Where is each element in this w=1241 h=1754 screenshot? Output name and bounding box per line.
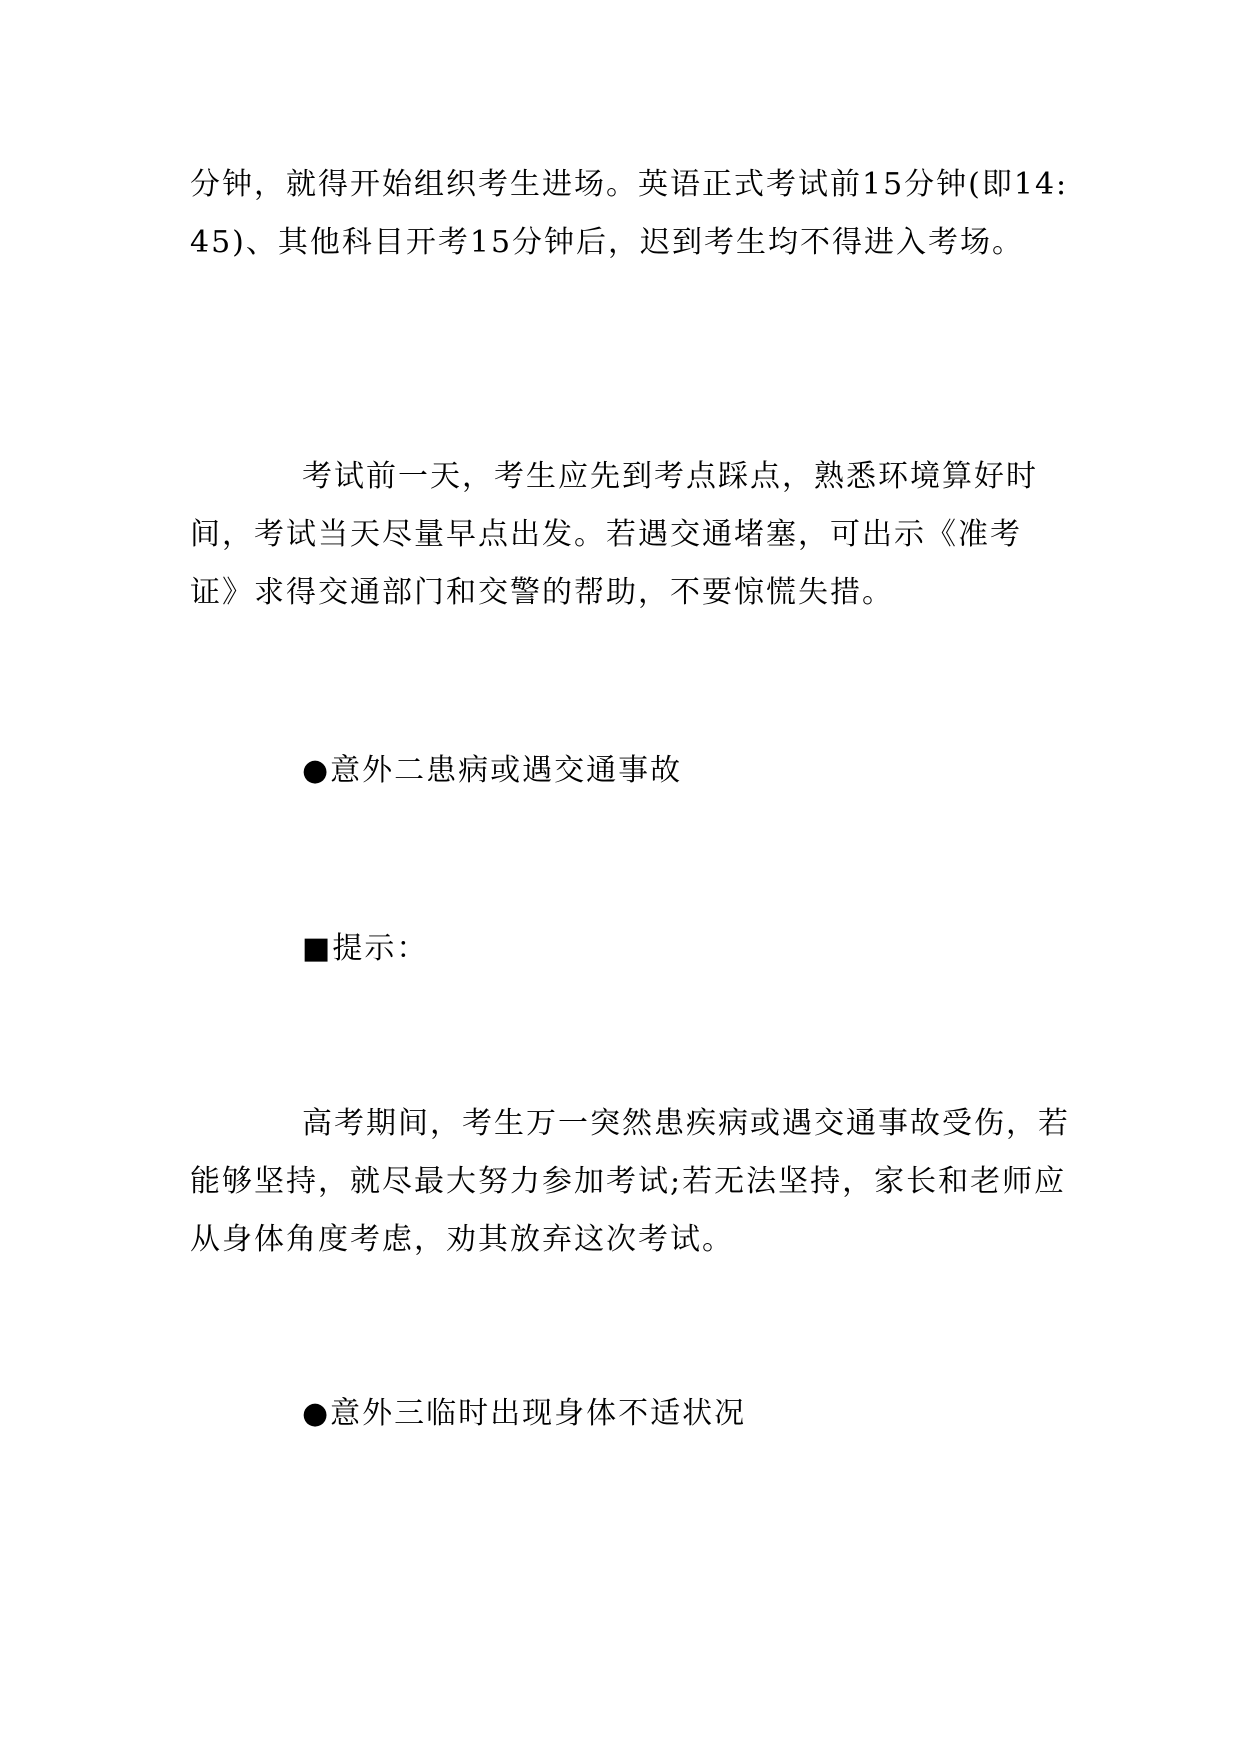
- section-heading-accident-3: ●意外三临时出现身体不适状况: [302, 1396, 747, 1431]
- paragraph-late-arrival-rules: 分钟，就得开始组织考生进场。英语正式考试前15分钟(即14:45)、其他科目开考15分钟后，迟到考生均不得进入考场。: [190, 167, 1069, 260]
- paragraph-illness-advice: 高考期间，考生万一突然患疾病或遇交通事故受伤，若能够坚持，就尽最大努力参加考试;若无法坚持，家长和老师应从身体角度考虑，劝其放弃这次考试。: [190, 1106, 1070, 1257]
- section-heading-accident-2: ●意外二患病或遇交通事故: [302, 753, 683, 788]
- paragraph-exam-day-advice: 考试前一天，考生应先到考点踩点，熟悉环境算好时间，考试当天尽量早点出发。若遇交通堵塞，可出示《准考证》求得交通部门和交警的帮助，不要惊慌失措。: [190, 459, 1038, 610]
- tip-label: ■提示：: [302, 931, 429, 966]
